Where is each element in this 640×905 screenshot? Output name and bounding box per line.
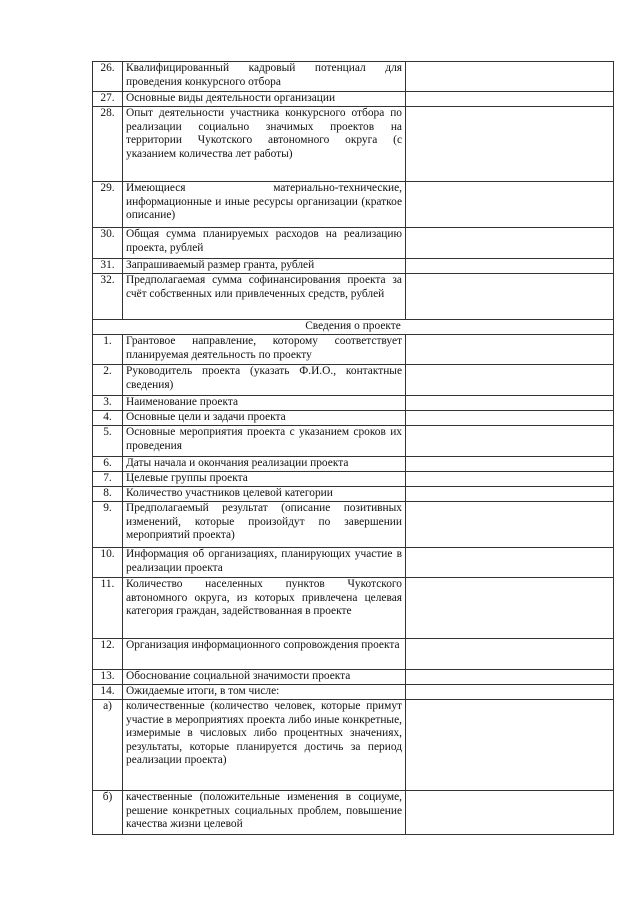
row-number: 10. — [93, 548, 123, 578]
row-value-cell[interactable] — [406, 457, 614, 472]
row-number: 3. — [93, 396, 123, 411]
row-description: количественные (количество человек, которые примут участие в мероприятиях проекта либо иные конкретные, измеримые в числовых либо процентных значениях, результаты, которые планируется достичь за период реализации проекта) — [123, 700, 406, 791]
row-description: Организация информационного сопровождения проекта — [123, 639, 406, 670]
table-row — [93, 182, 614, 228]
row-value-cell[interactable] — [406, 107, 614, 182]
table-row — [93, 578, 614, 639]
row-number: 32. — [93, 274, 123, 320]
row-value-cell[interactable] — [406, 182, 614, 228]
row-number: 12. — [93, 639, 123, 670]
table-row — [93, 107, 614, 182]
row-number: 8. — [93, 487, 123, 502]
table-row — [93, 365, 614, 396]
row-value-cell[interactable] — [406, 365, 614, 396]
row-number: 29. — [93, 182, 123, 228]
table-row — [93, 700, 614, 791]
row-value-cell[interactable] — [406, 685, 614, 700]
row-value-cell[interactable] — [406, 335, 614, 365]
row-number: б) — [93, 791, 123, 835]
table-row — [93, 62, 614, 92]
table-row — [93, 548, 614, 578]
table-row — [93, 259, 614, 274]
row-value-cell[interactable] — [406, 639, 614, 670]
row-value-cell[interactable] — [406, 578, 614, 639]
row-number: 9. — [93, 502, 123, 548]
row-description: Опыт деятельности участника конкурсного отбора по реализации социально значимых проектов на территории Чукотского автономного округа (с указанием количества лет работы) — [123, 107, 406, 182]
row-description: Целевые группы проекта — [123, 472, 406, 487]
row-description: Основные виды деятельности организации — [123, 92, 406, 107]
table-row — [93, 791, 614, 835]
table-row — [93, 396, 614, 411]
row-value-cell[interactable] — [406, 274, 614, 320]
section-title: Сведения о проекте — [93, 320, 614, 335]
row-description: Запрашиваемый размер гранта, рублей — [123, 259, 406, 274]
row-value-cell[interactable] — [406, 228, 614, 259]
application-form-table — [92, 61, 614, 835]
row-number: 6. — [93, 457, 123, 472]
table-row — [93, 411, 614, 426]
row-description: Предполагаемый результат (описание позитивных изменений, которые произойдут по завершении мероприятий проекта) — [123, 502, 406, 548]
row-description: Основные мероприятия проекта с указанием сроков их проведения — [123, 426, 406, 457]
row-description: Количество участников целевой категории — [123, 487, 406, 502]
row-value-cell[interactable] — [406, 92, 614, 107]
row-value-cell[interactable] — [406, 62, 614, 92]
row-number: 31. — [93, 259, 123, 274]
row-number: 5. — [93, 426, 123, 457]
row-description: Даты начала и окончания реализации проекта — [123, 457, 406, 472]
row-number: 1. — [93, 335, 123, 365]
row-value-cell[interactable] — [406, 700, 614, 791]
row-value-cell[interactable] — [406, 791, 614, 835]
table-row — [93, 487, 614, 502]
row-number: 27. — [93, 92, 123, 107]
table-row — [93, 472, 614, 487]
row-number: 4. — [93, 411, 123, 426]
row-description: Руководитель проекта (указать Ф.И.О., контактные сведения) — [123, 365, 406, 396]
row-description: Общая сумма планируемых расходов на реализацию проекта, рублей — [123, 228, 406, 259]
table-row — [93, 502, 614, 548]
row-value-cell[interactable] — [406, 411, 614, 426]
table-row — [93, 670, 614, 685]
table-row — [93, 92, 614, 107]
row-number: 13. — [93, 670, 123, 685]
table-row — [93, 457, 614, 472]
row-description: Ожидаемые итоги, в том числе: — [123, 685, 406, 700]
row-value-cell[interactable] — [406, 670, 614, 685]
row-description: Имеющиеся материально-технические, информационные и иные ресурсы организации (краткое описание) — [123, 182, 406, 228]
row-value-cell[interactable] — [406, 487, 614, 502]
row-number: 14. — [93, 685, 123, 700]
row-description: Основные цели и задачи проекта — [123, 411, 406, 426]
row-description: Предполагаемая сумма софинансирования проекта за счёт собственных или привлеченных средств, рублей — [123, 274, 406, 320]
row-number: 30. — [93, 228, 123, 259]
row-description: Информация об организациях, планирующих участие в реализации проекта — [123, 548, 406, 578]
row-value-cell[interactable] — [406, 502, 614, 548]
table-row — [93, 685, 614, 700]
row-description: Квалифицированный кадровый потенциал для проведения конкурсного отбора — [123, 62, 406, 92]
row-value-cell[interactable] — [406, 426, 614, 457]
row-value-cell[interactable] — [406, 396, 614, 411]
row-number: 7. — [93, 472, 123, 487]
row-number: а) — [93, 700, 123, 791]
row-value-cell[interactable] — [406, 472, 614, 487]
row-value-cell[interactable] — [406, 259, 614, 274]
table-row — [93, 335, 614, 365]
row-number: 11. — [93, 578, 123, 639]
row-number: 26. — [93, 62, 123, 92]
table-row — [93, 228, 614, 259]
table-row — [93, 274, 614, 320]
row-description: Грантовое направление, которому соответствует планируемая деятельность по проекту — [123, 335, 406, 365]
table-row — [93, 639, 614, 670]
table-row — [93, 426, 614, 457]
row-value-cell[interactable] — [406, 548, 614, 578]
row-description: качественные (положительные изменения в социуме, решение конкретных социальных проблем, повышение качества жизни целевой — [123, 791, 406, 835]
row-number: 28. — [93, 107, 123, 182]
row-number: 2. — [93, 365, 123, 396]
section-header-row — [93, 320, 614, 335]
row-description: Обоснование социальной значимости проекта — [123, 670, 406, 685]
row-description: Наименование проекта — [123, 396, 406, 411]
row-description: Количество населенных пунктов Чукотского автономного округа, из которых привлечена целевая категория граждан, задействованная в проекте — [123, 578, 406, 639]
